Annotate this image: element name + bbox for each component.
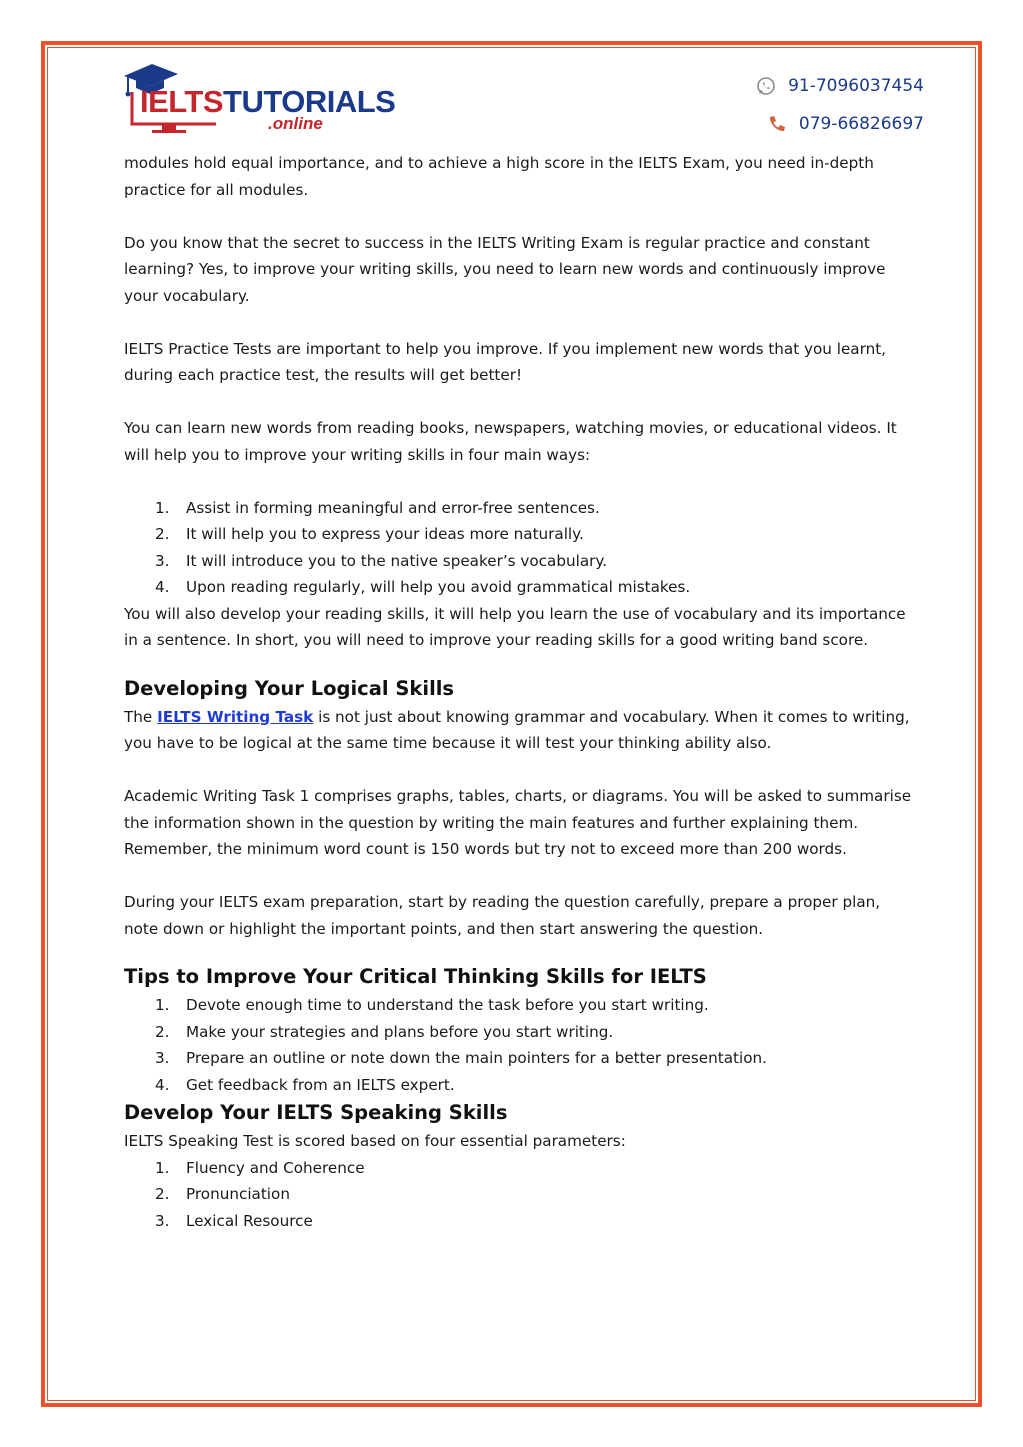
ielts-writing-task-link[interactable]: IELTS Writing Task [157, 707, 314, 726]
paragraph: modules hold equal importance, and to achieve a high score in the IELTS Exam, you need in-depth practice for all modules. [124, 154, 874, 199]
whatsapp-number: 91-7096037454 [788, 76, 924, 96]
page-header [118, 56, 938, 146]
reading-benefits-list [124, 495, 914, 601]
list-item: 3. Lexical Resource [155, 1211, 313, 1230]
logo-text-ielts: IELTS [140, 84, 224, 119]
paragraph: You can learn new words from reading books, newspapers, watching movies, or educational videos. It will help you to improve your writing skills in four main ways: [124, 419, 897, 464]
logo-text-tutorials: TUTORIALS [223, 84, 396, 119]
paragraph: The IELTS Writing Task is not just about knowing grammar and vocabulary. When it comes to writing, you have to be logical at the same time because it will test your thinking ability also. [124, 707, 910, 752]
article-body [124, 150, 914, 1234]
paragraph: You will also develop your reading skills, it will help you learn the use of vocabulary and its importance in a sentence. In short, you will need to improve your reading skills for a good writing band score. [124, 604, 906, 649]
list-item: 1. Devote enough time to understand the task before you start writing. [155, 996, 709, 1014]
list-item: 2. It will help you to express your ideas more naturally. [155, 525, 584, 543]
list-item: 3. Prepare an outline or note down the main pointers for a better presentation. [155, 1049, 767, 1067]
paragraph: Do you know that the secret to success in the IELTS Writing Exam is regular practice and constant learning? Yes, to improve your writing skills, you need to learn new words and continuously improve your vocabulary. [124, 233, 886, 305]
critical-thinking-tips-list [124, 992, 914, 1098]
paragraph: IELTS Practice Tests are important to help you improve. If you implement new words that you learnt, during each practice test, the results will get better! [124, 339, 886, 384]
contact-whatsapp[interactable] [756, 76, 924, 96]
whatsapp-icon [756, 76, 776, 96]
phone-number: 079-66826697 [798, 114, 924, 134]
paragraph: During your IELTS exam preparation, start by reading the question carefully, prepare a proper plan, note down or highlight the important points, and then start answering the question. [124, 893, 881, 938]
list-item: 2. Make your strategies and plans before you start writing. [155, 1022, 614, 1041]
list-item: 2. Pronunciation [155, 1185, 290, 1203]
paragraph: Academic Writing Task 1 comprises graphs, tables, charts, or diagrams. You will be asked to summarise the information shown in the question by writing the main features and further explaining them. Remember, the minimum word count is 150 words but try not to exceed more than 200 words. [124, 787, 912, 858]
heading-critical-thinking: Tips to Improve Your Critical Thinking Skills for IELTS [124, 965, 707, 988]
contact-phone[interactable] [767, 114, 924, 134]
heading-logical-skills: Developing Your Logical Skills [124, 676, 455, 700]
phone-icon [767, 114, 787, 134]
ieltstutorials-logo[interactable] [118, 56, 396, 136]
list-item: 1. Fluency and Coherence [155, 1158, 365, 1177]
list-item: 4. Get feedback from an IELTS expert. [155, 1075, 455, 1094]
list-item: 4. Upon reading regularly, will help you avoid grammatical mistakes. [155, 578, 691, 596]
list-item: 3. It will introduce you to the native speaker’s vocabulary. [155, 551, 608, 570]
logo-text-online: .online [268, 114, 323, 133]
heading-speaking-skills: Develop Your IELTS Speaking Skills [124, 1101, 508, 1124]
speaking-parameters-list [124, 1155, 914, 1235]
list-item: 1. Assist in forming meaningful and error-free sentences. [155, 498, 600, 517]
paragraph: IELTS Speaking Test is scored based on four essential parameters: [124, 1132, 626, 1150]
